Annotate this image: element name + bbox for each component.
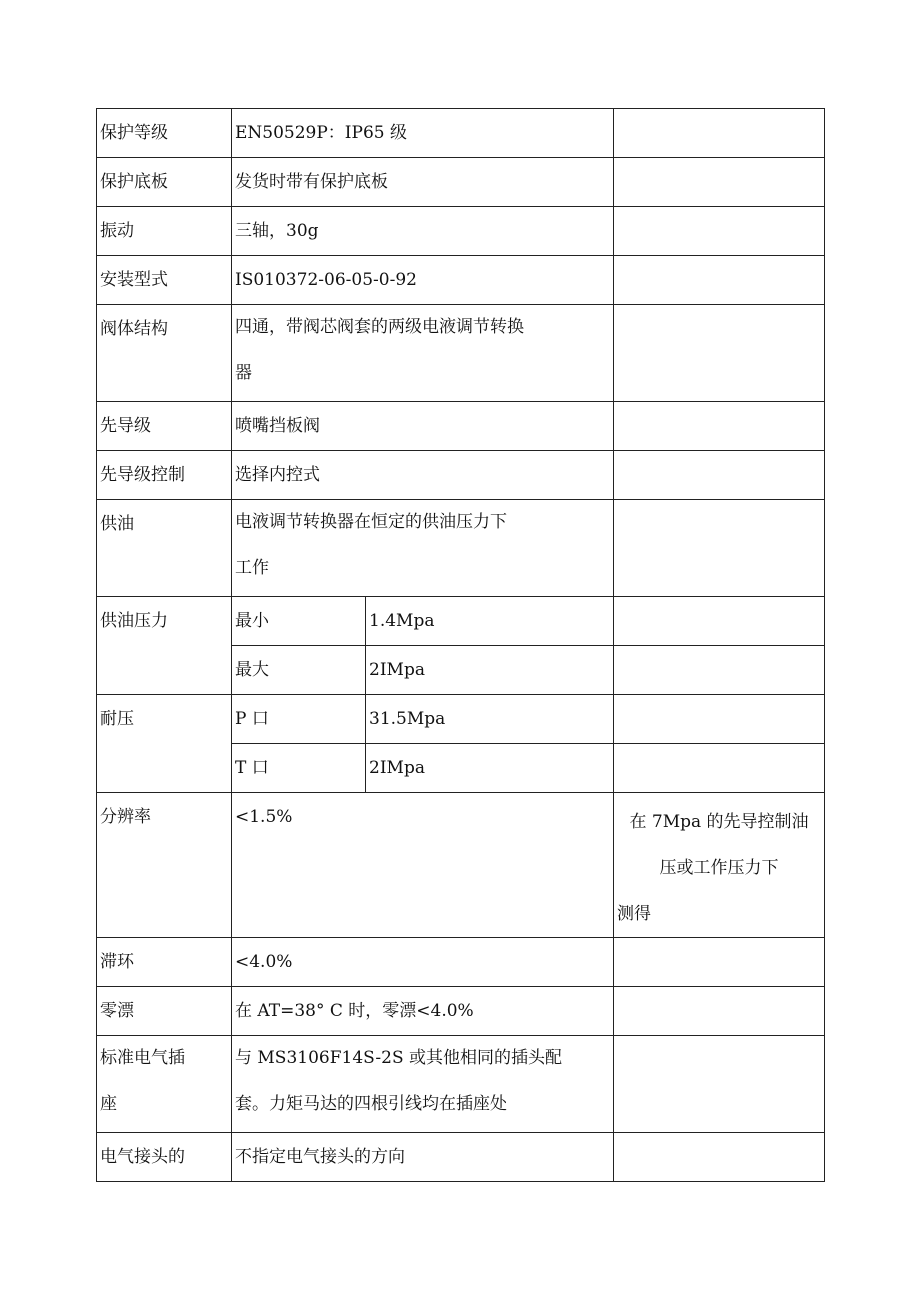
row-note — [614, 1133, 825, 1182]
row-label — [97, 987, 232, 1036]
table-row — [97, 305, 825, 402]
valve-structure-line-1: 四通，带阀芯阀套的两级电液调节转换 — [235, 317, 524, 337]
row-label — [97, 1133, 232, 1182]
row-value — [232, 207, 614, 256]
row-value — [232, 256, 614, 305]
row-label — [97, 207, 232, 256]
resolution-value: <1.5% — [235, 807, 293, 827]
vibration-value: 三轴，30g — [235, 221, 319, 241]
table-row — [97, 207, 825, 256]
resolution-note-line-3-wrap — [617, 891, 821, 937]
row-value — [232, 1133, 614, 1182]
row-value — [366, 695, 614, 744]
protection-plate-value: 发货时带有保护底板 — [235, 172, 388, 192]
connector-label-line-2: 座 — [100, 1094, 117, 1114]
supply-pressure-min-value: 1.4Mpa — [369, 611, 435, 631]
row-label — [97, 1036, 232, 1133]
row-label — [97, 597, 232, 695]
row-value — [232, 109, 614, 158]
resolution-note-line-1: 在 7Mpa 的先导控制油 — [629, 812, 809, 832]
oil-supply-line-2: 工作 — [235, 558, 269, 578]
row-note — [614, 695, 825, 744]
row-sublabel — [232, 744, 366, 793]
supply-pressure-label: 供油压力 — [100, 611, 168, 631]
row-note — [614, 987, 825, 1036]
row-label — [97, 256, 232, 305]
row-value — [232, 451, 614, 500]
hysteresis-label: 滞环 — [100, 952, 134, 972]
row-sublabel — [232, 695, 366, 744]
row-label — [97, 305, 232, 402]
hysteresis-value: <4.0% — [235, 952, 293, 972]
table-row — [97, 109, 825, 158]
zero-drift-label: 零漂 — [100, 1001, 134, 1021]
row-sublabel — [232, 646, 366, 695]
row-label — [97, 695, 232, 793]
oil-supply-label: 供油 — [100, 514, 134, 534]
table-row — [97, 256, 825, 305]
row-sublabel — [232, 597, 366, 646]
row-note — [614, 158, 825, 207]
table-row — [97, 1133, 825, 1182]
row-note — [614, 305, 825, 402]
row-note — [614, 646, 825, 695]
table-row — [97, 793, 825, 938]
pressure-rating-label: 耐压 — [100, 709, 134, 729]
protection-class-label: 保护等级 — [100, 123, 168, 143]
row-note — [614, 500, 825, 597]
row-note — [614, 256, 825, 305]
row-note — [614, 938, 825, 987]
pressure-rating-t-label: T 口 — [235, 758, 269, 778]
supply-pressure-min-label: 最小 — [235, 611, 269, 631]
pressure-rating-p-value: 31.5Mpa — [369, 709, 446, 729]
connector-label-line-1: 标准电气插 — [100, 1048, 185, 1068]
protection-plate-label: 保护底板 — [100, 172, 168, 192]
pilot-stage-label: 先导级 — [100, 416, 151, 436]
row-value — [232, 158, 614, 207]
zero-drift-value: 在 AT=38° C 时，零漂<4.0% — [235, 1001, 474, 1021]
row-label — [97, 500, 232, 597]
row-value — [232, 305, 614, 402]
resolution-note-line-3: 测得 — [617, 904, 651, 924]
table-row — [97, 597, 825, 646]
row-note — [614, 597, 825, 646]
row-label — [97, 938, 232, 987]
row-note — [614, 744, 825, 793]
protection-class-value: EN50529P：IP65 级 — [235, 123, 407, 143]
mounting-value: IS010372-06-05-0-92 — [235, 270, 417, 290]
row-note — [614, 402, 825, 451]
table-row — [97, 451, 825, 500]
row-value — [366, 744, 614, 793]
table-row — [97, 158, 825, 207]
connector-orientation-label: 电气接头的 — [100, 1147, 185, 1167]
table-row — [97, 938, 825, 987]
table-row — [97, 500, 825, 597]
pilot-control-label: 先导级控制 — [100, 465, 185, 485]
row-label — [97, 402, 232, 451]
pilot-stage-value: 喷嘴挡板阀 — [235, 416, 320, 436]
row-value — [232, 1036, 614, 1133]
connector-orientation-value: 不指定电气接头的方向 — [235, 1147, 405, 1167]
row-value — [232, 793, 614, 938]
connector-value-line-2: 套。力矩马达的四根引线均在插座处 — [235, 1094, 507, 1114]
row-note — [614, 207, 825, 256]
row-value — [232, 402, 614, 451]
table-row — [97, 987, 825, 1036]
row-value — [232, 500, 614, 597]
row-label — [97, 451, 232, 500]
resolution-note-line-2: 压或工作压力下 — [659, 858, 779, 878]
row-value — [366, 597, 614, 646]
table-row — [97, 695, 825, 744]
row-label — [97, 109, 232, 158]
mounting-label: 安装型式 — [100, 270, 168, 290]
pilot-control-value: 选择内控式 — [235, 465, 320, 485]
row-note — [614, 109, 825, 158]
supply-pressure-max-label: 最大 — [235, 660, 269, 680]
vibration-label: 振动 — [100, 221, 134, 241]
connector-value-line-1: 与 MS3106F14S-2S 或其他相同的插头配 — [235, 1048, 563, 1068]
resolution-label: 分辨率 — [100, 807, 151, 827]
row-value — [366, 646, 614, 695]
row-value — [232, 938, 614, 987]
row-label — [97, 158, 232, 207]
pressure-rating-p-label: P 口 — [235, 709, 269, 729]
valve-structure-line-2: 器 — [235, 363, 252, 383]
row-note — [614, 793, 825, 938]
row-note — [614, 451, 825, 500]
valve-structure-label: 阀体结构 — [100, 319, 168, 339]
row-note — [614, 1036, 825, 1133]
row-value — [232, 987, 614, 1036]
row-label — [97, 793, 232, 938]
oil-supply-line-1: 电液调节转换器在恒定的供油压力下 — [235, 512, 507, 532]
table-row — [97, 402, 825, 451]
table-row — [97, 1036, 825, 1133]
spec-table — [96, 108, 825, 1182]
pressure-rating-t-value: 2IMpa — [369, 758, 425, 778]
supply-pressure-max-value: 2IMpa — [369, 660, 425, 680]
